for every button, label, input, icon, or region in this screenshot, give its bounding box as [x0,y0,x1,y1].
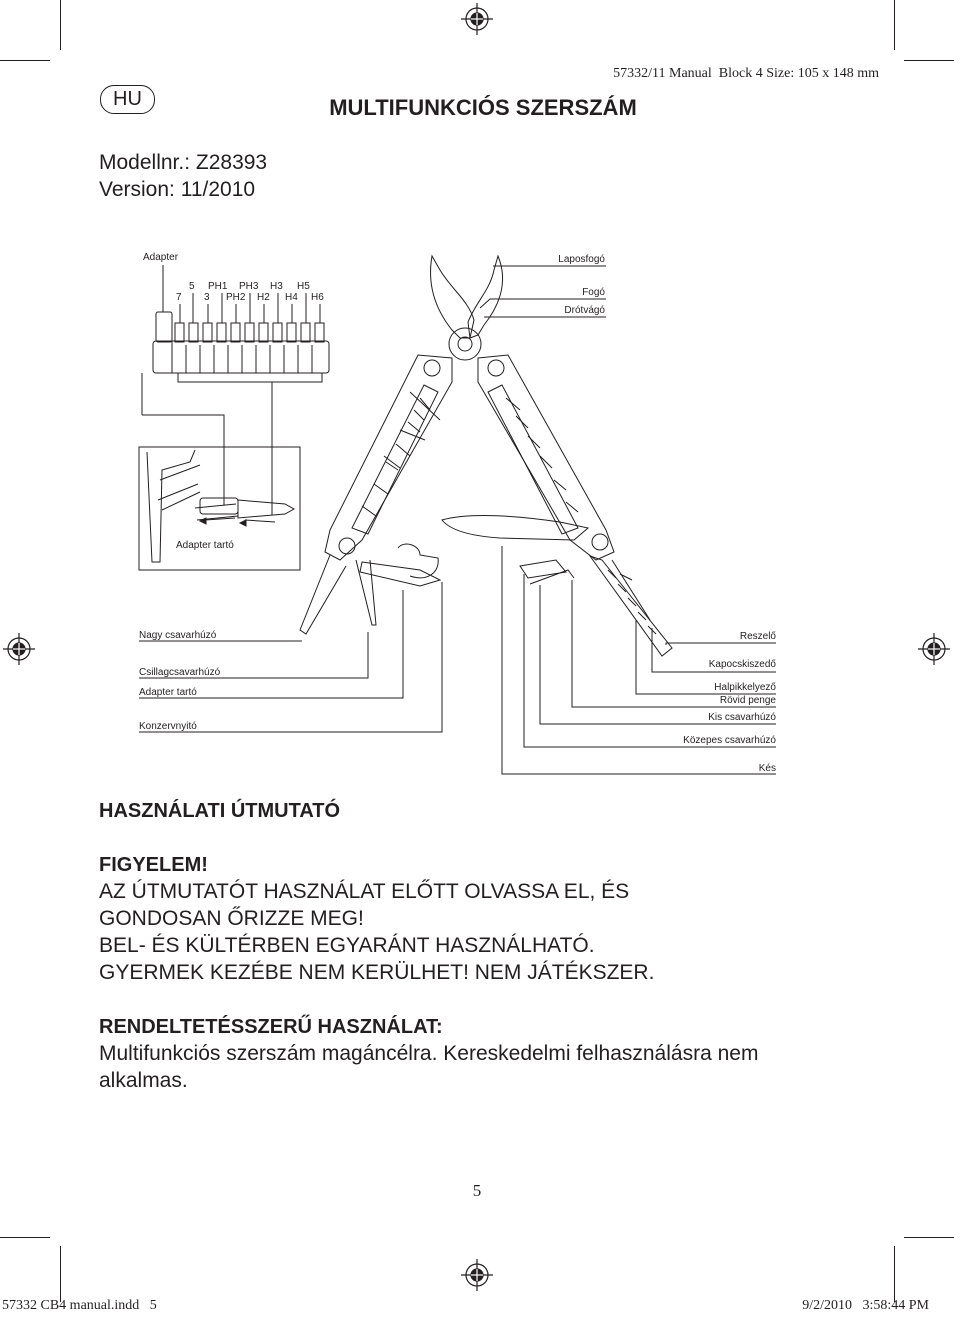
warning-line: BEL- ÉS KÜLTÉRBEN EGYARÁNT HASZNÁLHATÓ. [99,934,595,957]
label-laposfogo: Laposfogó [558,254,605,265]
model-number: Modellnr.: Z28393 [99,151,268,174]
label-fogo: Fogó [582,287,605,298]
warning-line: GYERMEK KEZÉBE NEM KERÜLHET! NEM JÁTÉKSZER. [99,961,655,984]
bit-label: H6 [311,292,324,303]
version: Version: 11/2010 [99,178,256,201]
language-badge-label: HU [113,88,142,110]
label-konzervnyito: Konzervnyitó [139,721,197,732]
label-csillagcsavarhuzo: Csillagcsavarhúzó [139,667,221,678]
label-kozepes-csavarhuzo: Közepes csavarhúzó [683,735,776,746]
file-info: 57332 CB4 manual.indd 5 [2,1298,157,1313]
bit-label: 3 [204,292,210,303]
bit-label: H4 [285,292,298,303]
label-kes: Kés [758,763,776,774]
label-kis-csavarhuzo: Kis csavarhúzó [708,712,776,723]
intended-use-line: Multifunkciós szerszám magáncélra. Kereskedelmi felhasználásra nem [99,1042,759,1065]
warning-line: AZ ÚTMUTATÓT HASZNÁLAT ELŐTT OLVASSA EL, ÉS [99,880,630,903]
bit-label: 7 [176,292,182,303]
bit-label: PH3 [239,281,259,292]
timestamp: 9/2/2010 3:58:44 PM [802,1298,929,1313]
page-number: 5 [472,1181,482,1200]
warning-heading: FIGYELEM! [99,854,208,876]
label-halpikkelyezo: Halpikkelyező [714,682,776,693]
label-adapter-holder-inset: Adapter tartó [176,540,234,551]
label-drotvago: Drótvágó [564,305,605,316]
warning-line: GONDOSAN ŐRIZZE MEG! [99,907,364,930]
intended-use-heading: RENDELTETÉSSZERŰ HASZNÁLAT: [99,1016,443,1038]
bit-label: H2 [257,292,270,303]
label-adapter: Adapter [143,252,179,263]
bit-label: PH2 [226,292,246,303]
bit-label: H3 [270,281,283,292]
label-adapter-tarto: Adapter tartó [139,687,197,698]
bit-label: PH1 [208,281,228,292]
page-title: MULTIFUNKCIÓS SZERSZÁM [329,95,637,120]
bit-label: H5 [297,281,310,292]
print-info: 57332/11 Manual Block 4 Size: 105 x 148 mm [613,66,879,81]
label-reszelo: Reszelő [739,631,776,642]
label-rovid-penge: Rövid penge [719,695,776,706]
usage-heading: HASZNÁLATI ÚTMUTATÓ [99,800,341,822]
label-kapocskiszedo: Kapocskiszedő [708,659,776,670]
bit-label: 5 [189,281,195,292]
intended-use-line: alkalmas. [99,1069,188,1092]
label-nagy-csavarhuzo: Nagy csavarhúzó [139,630,217,641]
